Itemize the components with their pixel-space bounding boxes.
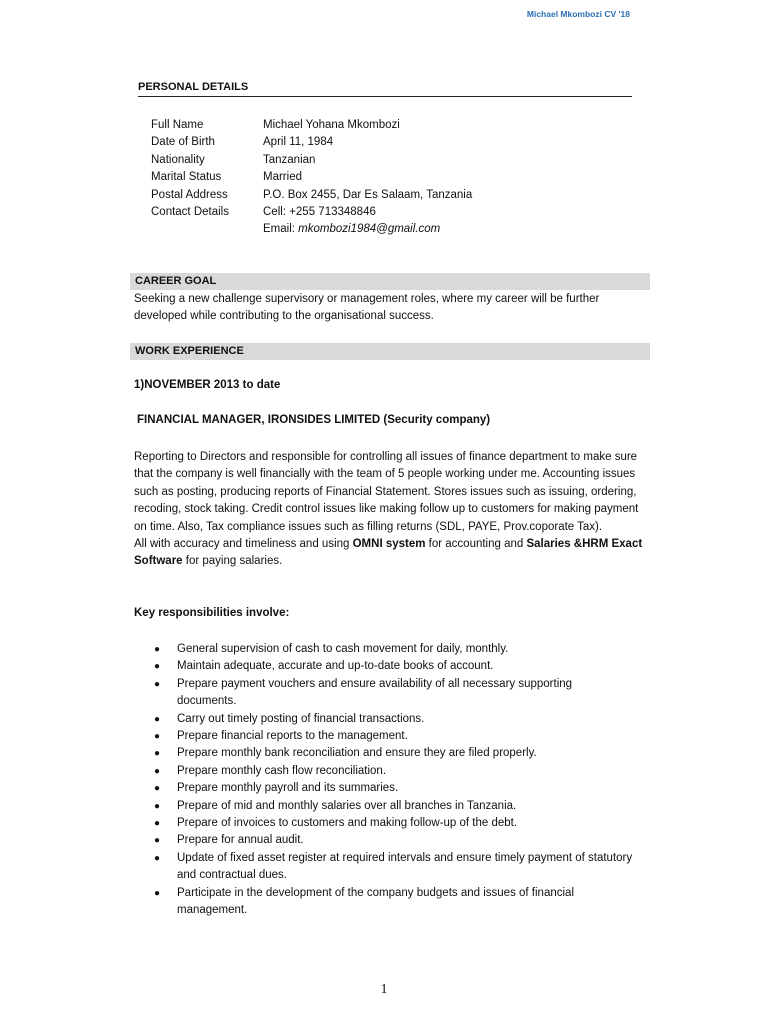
list-item: ● Prepare of mid and monthly salaries over all branches in Tanzania. [134, 798, 634, 815]
list-item: ● Prepare for annual audit. [134, 832, 634, 849]
bullet-icon: ● [154, 713, 161, 725]
detail-row-email [151, 221, 472, 238]
bullet-icon: ● [154, 783, 161, 795]
email-value [263, 221, 440, 238]
list-item: ● Carry out timely posting of financial transactions. [134, 711, 634, 728]
career-goal-heading: CAREER GOAL [130, 273, 650, 290]
bullet-icon: ● [154, 852, 161, 864]
tools-omni: OMNI system [352, 538, 426, 551]
detail-value: P.O. Box 2455, Dar Es Salaam, Tanzania [263, 188, 473, 201]
bullet-icon: ● [154, 748, 161, 760]
email-address[interactable]: mkombozi1984@gmail.com [298, 223, 441, 236]
list-item: ● Prepare of invoices to customers and making follow-up of the debt. [134, 815, 634, 832]
detail-row [151, 117, 472, 134]
job-description [134, 449, 644, 571]
detail-value: April 11, 1984 [263, 136, 334, 149]
bullet-icon: ● [154, 661, 161, 673]
detail-label-empty [151, 221, 263, 238]
detail-row [151, 187, 472, 204]
job-title: FINANCIAL MANAGER, IRONSIDES LIMITED (Security company) [137, 414, 491, 426]
detail-row [151, 204, 472, 221]
detail-label: Marital Status [151, 171, 222, 184]
list-item: ● Prepare financial reports to the management. [134, 728, 634, 745]
job-date: 1)NOVEMBER 2013 to date [134, 379, 281, 391]
list-item: ● Prepare monthly cash flow reconciliation. [134, 763, 634, 780]
career-goal-text: Seeking a new challenge supervisory or management roles, where my career will be further developed while contributing to the organisational success. [134, 293, 600, 323]
cv-header-tag: Michael Mkombozi CV '18 [526, 9, 630, 19]
detail-label: Contact Details [151, 205, 229, 218]
bullet-icon: ● [154, 731, 161, 743]
bullet-icon: ● [154, 644, 161, 655]
tools-mid: for accounting and [425, 538, 527, 551]
personal-details-table [151, 117, 472, 239]
detail-value: Michael Yohana Mkombozi [263, 119, 400, 131]
bullet-icon: ● [154, 887, 161, 899]
tools-suffix: for paying salaries. [182, 555, 283, 568]
tools-prefix: All with accuracy and timeliness and using [134, 538, 353, 551]
bullet-icon: ● [154, 818, 161, 830]
list-item: ● Prepare monthly payroll and its summaries. [134, 780, 634, 797]
list-item: ● Update of fixed asset register at required intervals and ensure timely payment of statutory and contractual dues. [154, 851, 633, 882]
detail-label: Postal Address [151, 188, 228, 201]
bullet-icon: ● [154, 835, 161, 847]
bullet-icon: ● [154, 765, 161, 777]
list-item: ● Prepare monthly bank reconciliation and ensure they are filed properly. [134, 745, 634, 762]
page-number: 1 [380, 982, 388, 997]
detail-value: Married [263, 171, 302, 184]
list-item: ● Maintain adequate, accurate and up-to-date books of account. [134, 658, 634, 675]
detail-row [151, 169, 472, 186]
personal-details-heading: PERSONAL DETAILS [138, 81, 632, 97]
responsibilities-list [134, 641, 634, 920]
email-prefix: Email: [263, 223, 299, 236]
work-experience-heading: WORK EXPERIENCE [130, 343, 650, 360]
detail-label: Full Name [151, 119, 204, 131]
detail-label: Nationality [151, 153, 205, 166]
detail-value: Cell: +255 713348846 [263, 205, 376, 218]
job-description-text: Reporting to Directors and responsible for controlling all issues of finance department to make sure that the company is well financially with the team of 5 people working under me. Accounting issues such as posting, producing reports of Financial Statement. Stores issues such as issuing, ordering, recoding, stock taking. Credit control issues like making follow up to customers for making payment on time. Also, Tax compliance issues such as filling returns (SDL, PAYE, Prov.coporate Tax). [134, 451, 639, 533]
detail-label: Date of Birth [151, 136, 215, 149]
list-item: ● General supervision of cash to cash movement for daily, monthly. [134, 641, 634, 658]
detail-value: Tanzanian [263, 153, 316, 166]
bullet-icon: ● [154, 800, 161, 812]
detail-row [151, 152, 472, 169]
key-responsibilities-heading: Key responsibilities involve: [134, 607, 290, 619]
list-item: ● Prepare payment vouchers and ensure availability of all necessary supporting documents. [154, 677, 573, 708]
detail-row [151, 134, 472, 151]
tools-salaries: Salaries &HRM Exact Software [134, 538, 643, 568]
bullet-icon: ● [154, 678, 161, 690]
list-item: ● Participate in the development of the company budgets and issues of financial management. [154, 886, 574, 917]
